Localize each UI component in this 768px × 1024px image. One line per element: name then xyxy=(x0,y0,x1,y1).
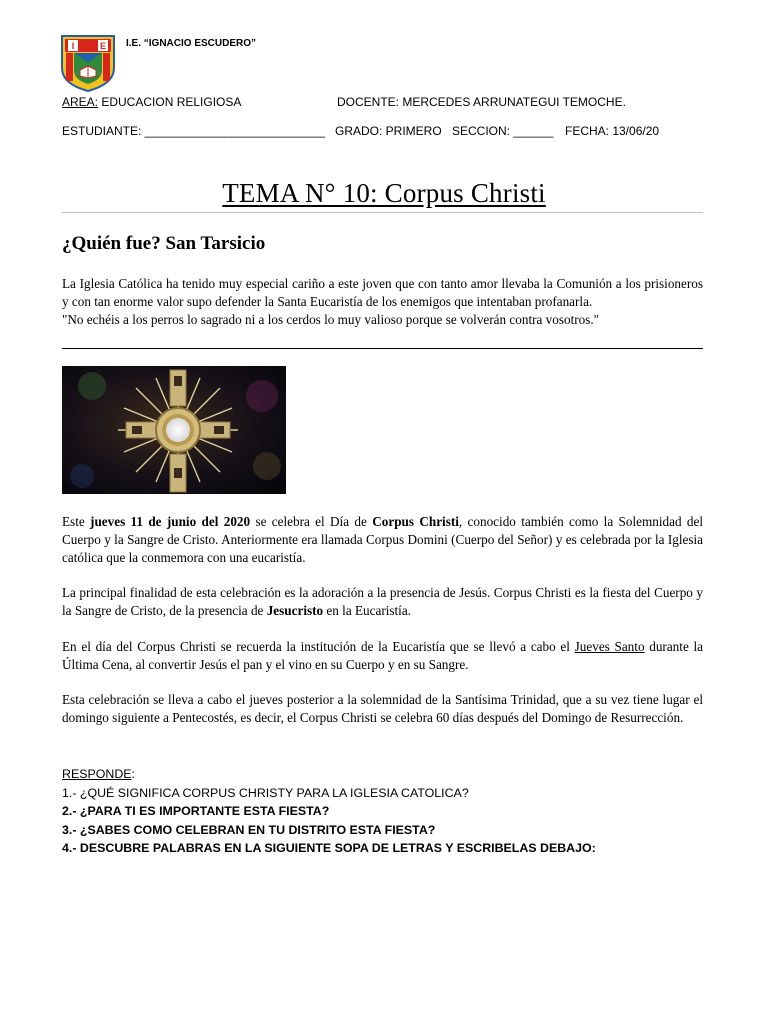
school-name: I.E. “IGNACIO ESCUDERO” xyxy=(126,38,257,49)
p2-text-a: La principal finalidad de esta celebración es la adoración a la presencia de Jesús. Corpus Christi es la fiesta del Cuerpo y la Sangre de Cristo, de la presencia de xyxy=(62,585,703,618)
p1-text-d: , conocido también como la Solemnidad del Cuerpo y la Sangre de Cristo. Anteriormente era llamada Corpus Domini (Cuerpo del Señor) y es celebrada por la Iglesia católica que la conmemora con una eucaristía. xyxy=(62,514,703,565)
page-title: TEMA N° 10: Corpus Christi xyxy=(222,178,546,208)
p2-text-c: en la Eucaristía. xyxy=(323,603,411,618)
responde-colon: : xyxy=(131,767,135,781)
corpus-christi-image xyxy=(62,366,286,494)
question-2: 2.- ¿PARA TI ES IMPORTANTE ESTA FIESTA? xyxy=(62,804,330,818)
responde-heading xyxy=(62,765,596,784)
p3-jueves-santo-link: Jueves Santo xyxy=(574,639,645,654)
question-1: 1.- ¿QUÉ SIGNIFICA CORPUS CHRISTY PARA LA IGLESIA CATOLICA? xyxy=(62,785,469,800)
quote-divider xyxy=(62,348,703,349)
title-divider xyxy=(62,212,703,213)
monstrance-icon xyxy=(62,366,286,494)
p1-corpus-bold: Corpus Christi xyxy=(372,514,459,529)
question-4: 4.- DESCUBRE PALABRAS EN LA SIGUIENTE SOPA DE LETRAS Y ESCRIBELAS DEBAJO: xyxy=(62,841,596,855)
p1-date-bold: jueves 11 de junio del 2020 xyxy=(90,514,251,529)
responde-section xyxy=(62,765,596,858)
estudiante-field: ESTUDIANTE: ___________________________ xyxy=(62,124,325,138)
paragraph-3 xyxy=(62,638,703,674)
intro-text: La Iglesia Católica ha tenido muy especial cariño a este joven que con tanto amor llevaba la Comunión a los prisioneros y con tan enorme valor supo defender la Santa Eucaristía de los enemigos que intentaban profanarla. xyxy=(62,276,703,309)
fecha-field: FECHA: 13/06/20 xyxy=(565,124,660,138)
p3-text-c: durante la Última Cena, al convertir Jesús el pan y el vino en su Cuerpo y en su Sangre. xyxy=(62,639,704,672)
paragraph-1 xyxy=(62,513,703,567)
area-line xyxy=(62,95,241,109)
logo-letter-i: I xyxy=(71,41,75,51)
docente-line: DOCENTE: MERCEDES ARRUNATEGUI TEMOCHE. xyxy=(337,95,626,109)
p2-jesucristo-bold: Jesucristo xyxy=(266,603,324,618)
section-heading: ¿Quién fue? San Tarsicio xyxy=(62,233,266,254)
p3-text-a: En el día del Corpus Christi se recuerda la institución de la Eucaristía que se llevó a cabo el xyxy=(62,639,575,654)
paragraph-2 xyxy=(62,584,703,620)
intro-paragraph xyxy=(62,275,703,329)
p1-text-a: Este xyxy=(62,514,91,529)
logo-letter-e: E xyxy=(99,41,107,51)
grado-field: GRADO: PRIMERO xyxy=(335,124,442,138)
area-label: AREA: xyxy=(62,95,99,109)
responde-label: RESPONDE xyxy=(62,767,132,781)
seccion-field: SECCION: ______ xyxy=(452,124,554,138)
question-3: 3.- ¿SABES COMO CELEBRAN EN TU DISTRITO ESTA FIESTA? xyxy=(62,822,436,837)
paragraph-4: Esta celebración se lleva a cabo el jueves posterior a la solemnidad de la Santísima Trinidad, que a su vez tiene lugar el domingo siguiente a Pentecostés, es decir, el Corpus Christi se celebra 60 días después del Domingo de Resurrección. xyxy=(62,692,703,725)
p1-text-c: se celebra el Día de xyxy=(250,514,373,529)
school-crest-logo xyxy=(60,34,116,92)
area-value: EDUCACION RELIGIOSA xyxy=(98,95,242,109)
quote-text: "No echéis a los perros lo sagrado ni a los cerdos lo muy valioso porque se volverán contra vosotros." xyxy=(62,312,600,327)
